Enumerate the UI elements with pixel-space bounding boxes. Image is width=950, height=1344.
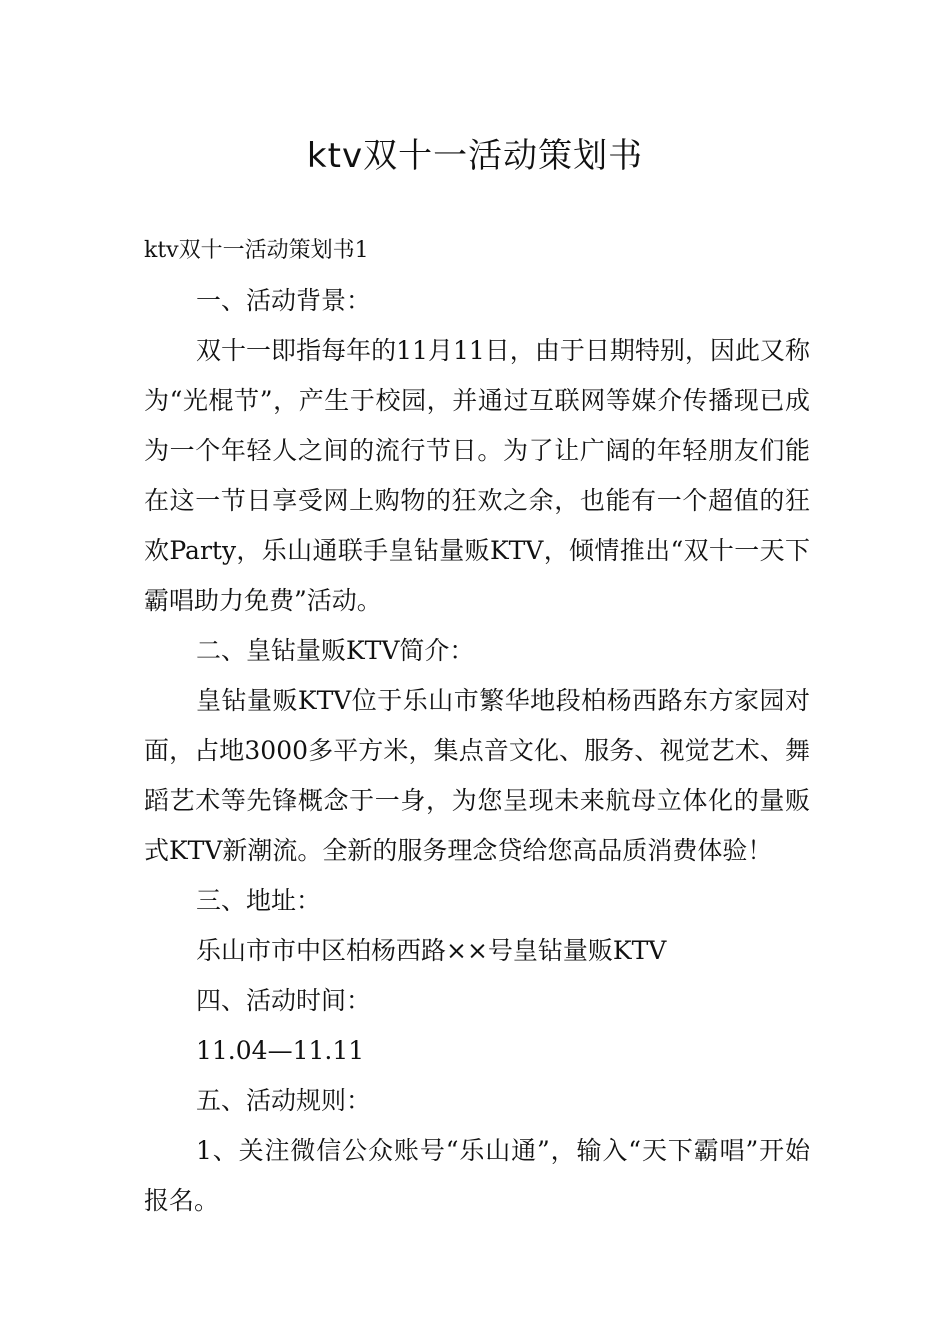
section-subtitle: ktv双十一活动策划书1	[144, 238, 369, 263]
heading-time: 四、活动时间：	[196, 986, 372, 1015]
paragraph-intro: 皇钻量贩KTV位于乐山市繁华地段柏杨西路东方家园对面，占地3000多平方米，集点音文化、服务、视觉艺术、舞蹈艺术等先锋概念于一身，为您呈现未来航母立体化的量贩式KTV新潮流。全新的服务理念贷给您高品质消费体验！	[144, 686, 810, 865]
document-body	[144, 226, 810, 1226]
paragraph-address: 乐山市市中区柏杨西路××号皇钻量贩KTV	[196, 936, 667, 965]
paragraph-time: 11.04—11.11	[196, 1036, 365, 1065]
heading-intro: 二、皇钻量贩KTV简介：	[196, 636, 475, 665]
heading-background: 一、活动背景：	[196, 286, 372, 315]
heading-address: 三、地址：	[196, 886, 322, 915]
paragraph-rule-1: 1、关注微信公众账号“乐山通”，输入“天下霸唱”开始报名。	[144, 1136, 810, 1215]
document-title: ktv双十一活动策划书	[306, 136, 644, 176]
heading-rules: 五、活动规则：	[196, 1086, 372, 1115]
paragraph-background: 双十一即指每年的11月11日，由于日期特别，因此又称为“光棍节”，产生于校园，并通过互联网等媒介传播现已成为一个年轻人之间的流行节日。为了让广阔的年轻朋友们能在这一节日享受网上购物的狂欢之余，也能有一个超值的狂欢Party，乐山通联手皇钻量贩KTV，倾情推出“双十一天下霸唱助力免费”活动。	[144, 336, 810, 615]
